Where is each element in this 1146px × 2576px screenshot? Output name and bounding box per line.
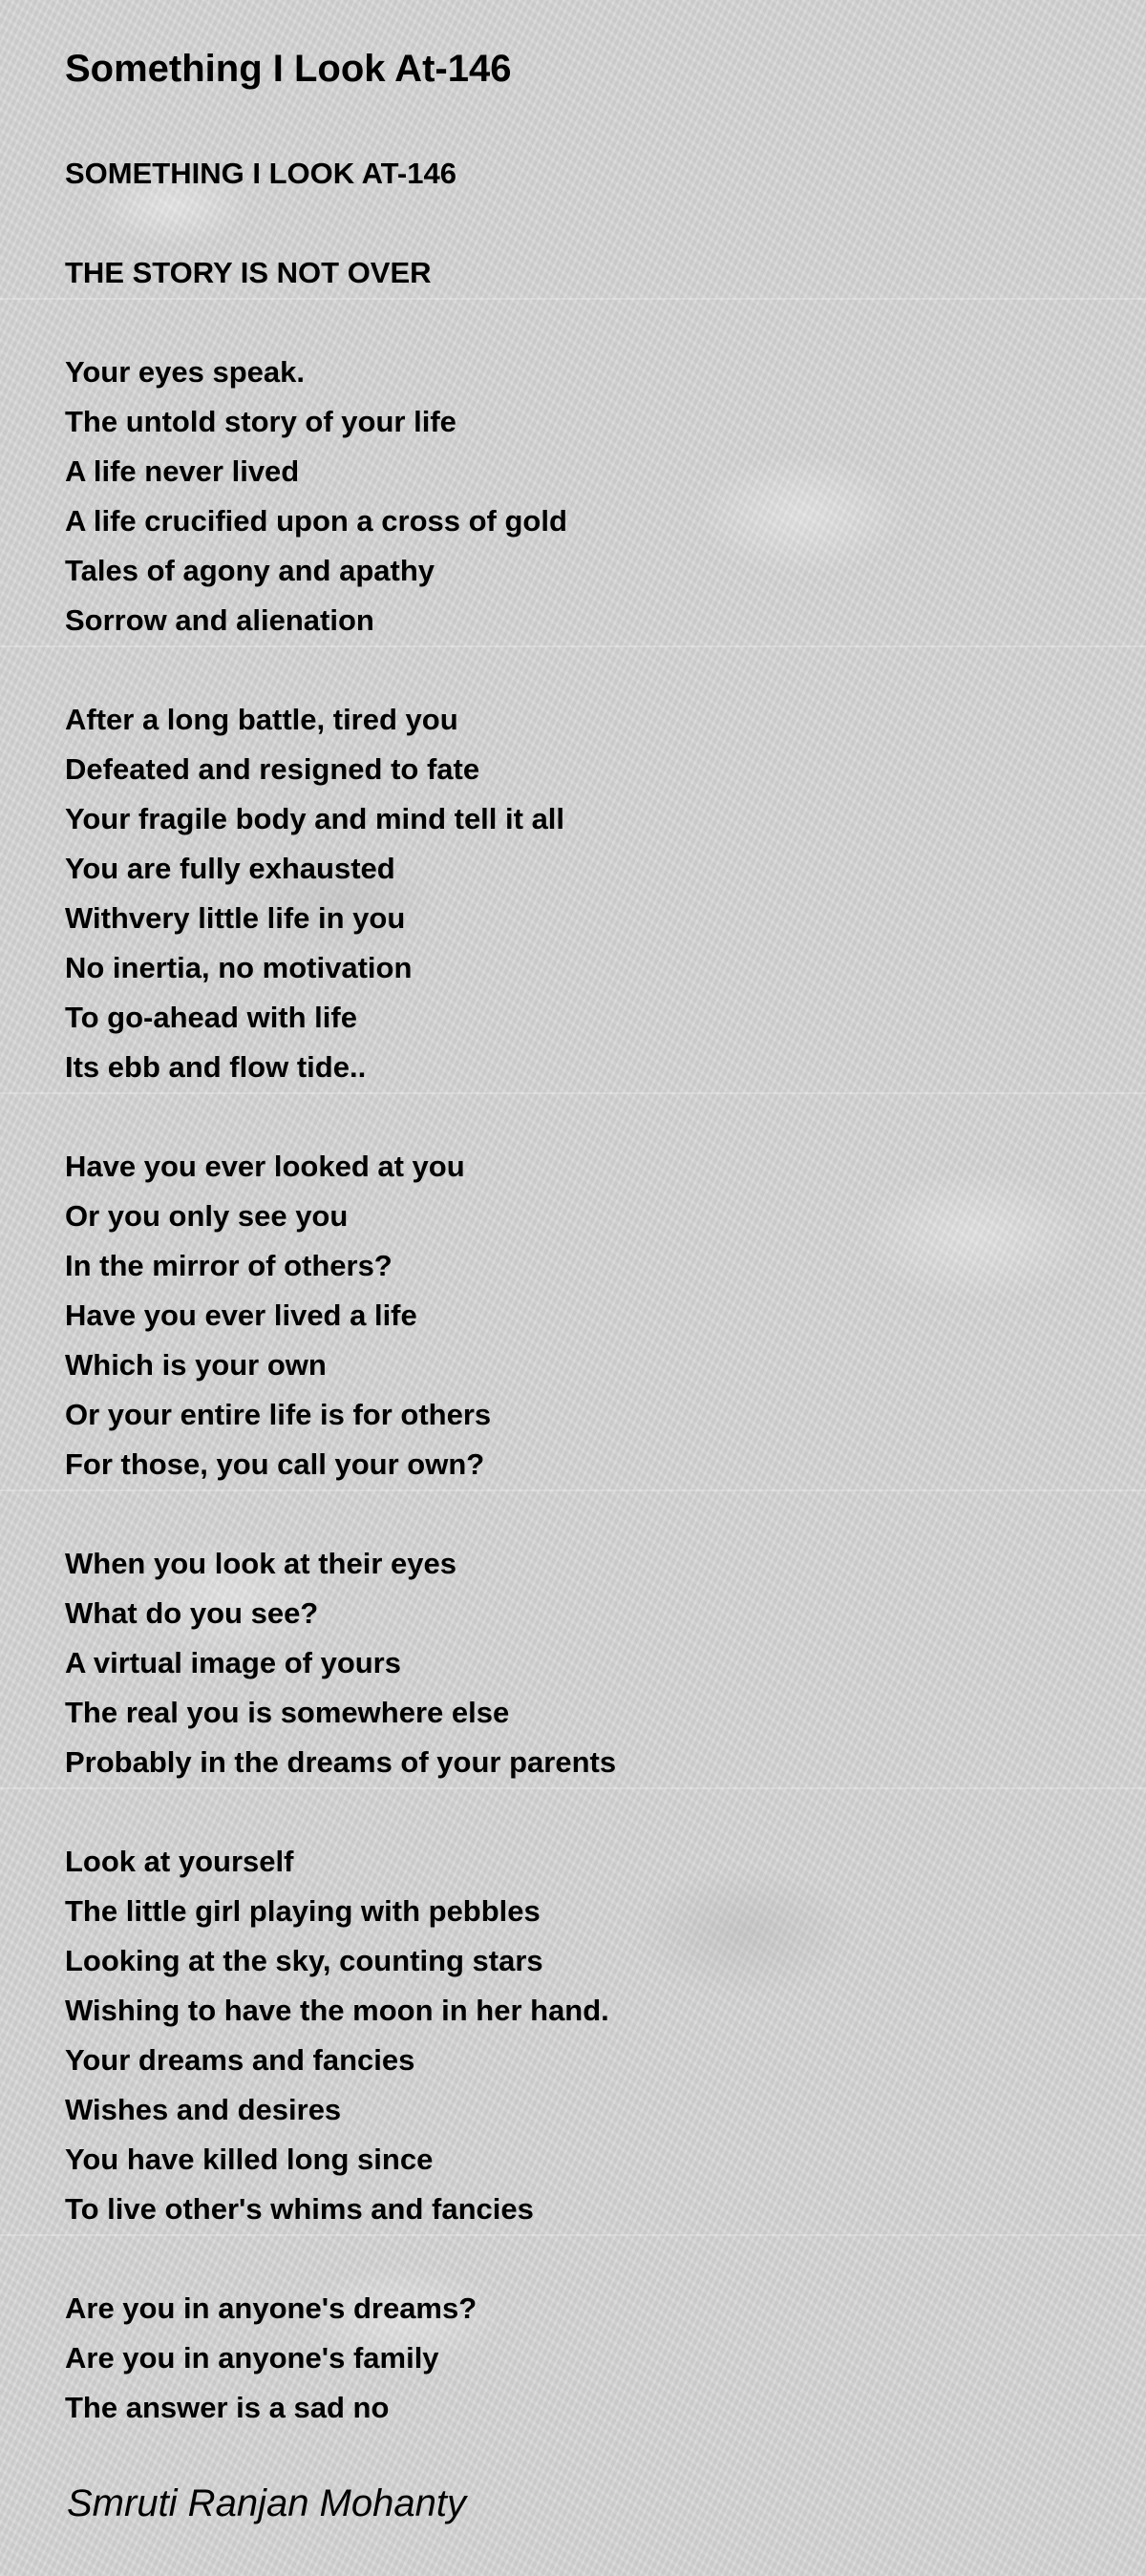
- poem-line: Wishing to have the moon in her hand.: [65, 1994, 609, 2027]
- poem-line: No inertia, no motivation: [65, 951, 413, 984]
- poem-line: Your fragile body and mind tell it all: [65, 802, 565, 835]
- poem-line: Your eyes speak.: [65, 355, 306, 389]
- poem-line: Probably in the dreams of your parents: [65, 1745, 617, 1779]
- poem-line: Or your entire life is for others: [65, 1398, 492, 1431]
- poem-line: Withvery little life in you: [65, 901, 406, 935]
- poem-line: Or you only see you: [65, 1199, 349, 1233]
- poem-line: The real you is somewhere else: [65, 1696, 510, 1729]
- poem-line: Have you ever lived a life: [65, 1299, 417, 1332]
- stanza-break: [65, 298, 616, 348]
- poem-line: Its ebb and flow tide..: [65, 1050, 367, 1084]
- poem-author: Smruti Ranjan Mohanty: [67, 2482, 466, 2524]
- poem-line: Are you in anyone's dreams?: [65, 2291, 478, 2325]
- poem-line: Look at yourself: [65, 1845, 294, 1878]
- stanza-break: [65, 1489, 616, 1539]
- poem-line: The untold story of your life: [65, 405, 456, 438]
- poem-title: Something I Look At-146: [65, 48, 512, 90]
- poem-line: Defeated and resigned to fate: [65, 752, 480, 786]
- stanza-break: [65, 199, 616, 248]
- poem-line: When you look at their eyes: [65, 1547, 456, 1580]
- poem-line: Tales of agony and apathy: [65, 554, 435, 587]
- poem-line: Your dreams and fancies: [65, 2043, 415, 2077]
- stanza-break: [65, 1787, 616, 1837]
- poem-line: Sorrow and alienation: [65, 603, 374, 637]
- poem-line: For those, you call your own?: [65, 1447, 485, 1481]
- poem-line: Wishes and desires: [65, 2093, 342, 2126]
- poem-line: SOMETHING I LOOK AT-146: [65, 157, 456, 190]
- poem-line: To go-ahead with life: [65, 1001, 357, 1034]
- poem-line: What do you see?: [65, 1596, 319, 1630]
- stanza-break: [65, 2234, 616, 2284]
- poem-line: In the mirror of others?: [65, 1249, 393, 1282]
- poem-line: THE STORY IS NOT OVER: [65, 256, 432, 289]
- poem-line: The answer is a sad no: [65, 2391, 390, 2424]
- poem-line: A life never lived: [65, 454, 300, 488]
- stanza-break: [65, 645, 616, 695]
- poem-line: A life crucified upon a cross of gold: [65, 504, 567, 538]
- poem-line: Which is your own: [65, 1348, 327, 1382]
- poem-line: A virtual image of yours: [65, 1646, 401, 1679]
- stanza-break: [65, 1092, 616, 1142]
- poem-line: You are fully exhausted: [65, 852, 395, 885]
- poem-body: [65, 149, 616, 2433]
- poem-line: The little girl playing with pebbles: [65, 1894, 541, 1928]
- poem-line: Are you in anyone's family: [65, 2341, 439, 2375]
- poem-line: After a long battle, tired you: [65, 703, 458, 736]
- poem-line: Looking at the sky, counting stars: [65, 1944, 543, 1977]
- poem-line: Have you ever looked at you: [65, 1150, 465, 1183]
- poem-line: You have killed long since: [65, 2143, 434, 2176]
- poem-line: To live other's whims and fancies: [65, 2192, 534, 2226]
